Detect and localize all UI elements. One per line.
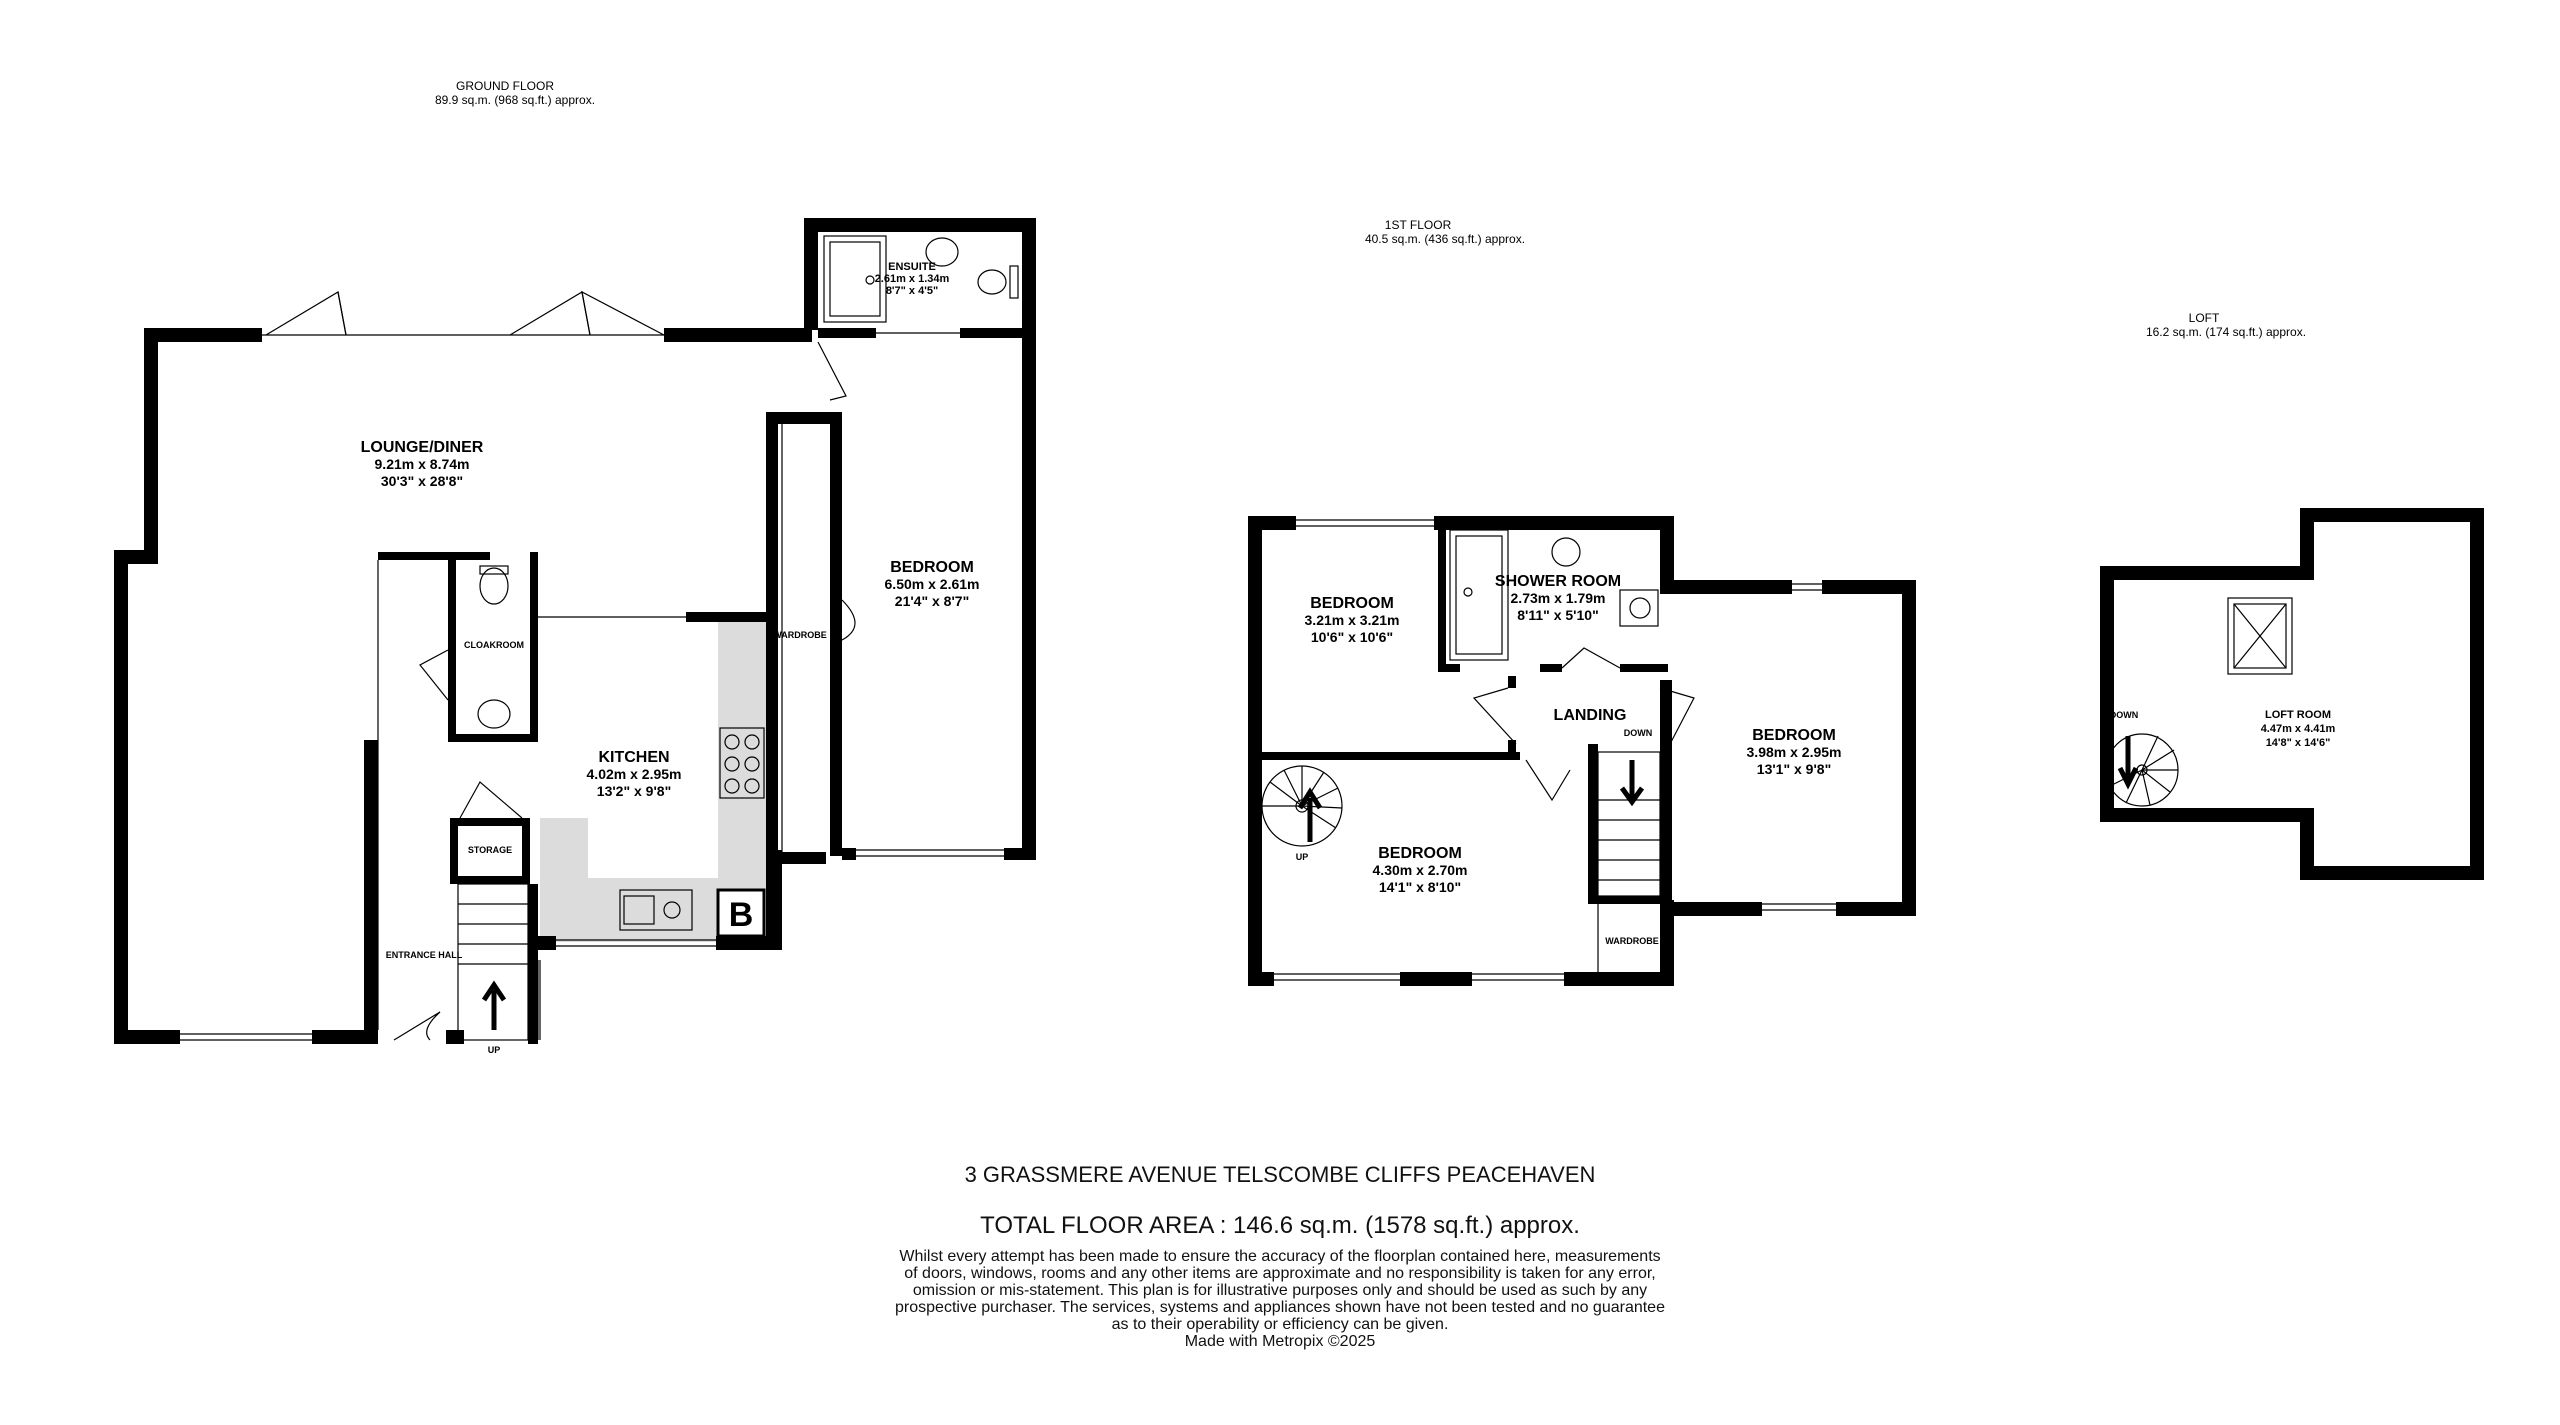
- credit: Made with Metropix ©2025: [1184, 1333, 1376, 1350]
- wall: [686, 612, 774, 622]
- wall: [664, 328, 812, 342]
- wall: [842, 848, 856, 860]
- loft-room-metric: 4.47m x 4.41m: [2260, 723, 2336, 735]
- ensuite-door: [818, 342, 846, 400]
- toilet-icon: [1552, 538, 1580, 566]
- wall: [114, 550, 128, 1044]
- wall: [766, 850, 782, 946]
- wall: [818, 328, 876, 338]
- wall: [1902, 580, 1916, 916]
- first-floor-wardrobe-label: WARDROBE: [1605, 936, 1659, 946]
- ground-bedroom-metric: 6.50m x 2.61m: [884, 576, 980, 592]
- cloakroom-door: [420, 650, 448, 700]
- loft-title: LOFT: [2188, 311, 2220, 325]
- room-labels: [361, 261, 2336, 895]
- bifold-doors: [262, 292, 664, 335]
- shower-bath-icon: [1450, 530, 1508, 660]
- wall: [1620, 664, 1668, 672]
- landing-door: [1474, 688, 1516, 744]
- wall: [1248, 752, 1520, 760]
- storage-label: STORAGE: [467, 845, 513, 855]
- entrance-door: [394, 1012, 440, 1040]
- wardrobe-label: WARDROBE: [773, 630, 827, 640]
- lounge-name: LOUNGE/DINER: [360, 439, 484, 456]
- bedroom-b-imperial: 13'1" x 9'8": [1756, 761, 1832, 777]
- first-floor-title: 1ST FLOOR: [1384, 218, 1452, 232]
- basin-icon: [478, 700, 510, 728]
- wall: [2300, 866, 2484, 880]
- up-label: UP: [487, 1045, 501, 1055]
- kitchen-imperial: 13'2" x 9'8": [596, 783, 672, 799]
- disclaimer-line: as to their operability or efficiency can be given.: [1111, 1316, 1449, 1333]
- wall: [2300, 508, 2314, 572]
- toilet-icon: [978, 270, 1006, 294]
- bedroom-c-name: BEDROOM: [1378, 845, 1462, 862]
- wall: [450, 876, 530, 884]
- wall: [538, 936, 556, 950]
- up-label: UP: [1295, 852, 1309, 862]
- wall: [448, 552, 456, 742]
- toilet-icon: [1010, 266, 1018, 298]
- loft-area: 16.2 sq.m. (174 sq.ft.) approx.: [2145, 325, 2307, 339]
- shower-room-name: SHOWER ROOM: [1494, 573, 1622, 590]
- bedroom-door: [1526, 760, 1570, 800]
- wall: [144, 328, 262, 342]
- wall: [448, 734, 538, 742]
- loft-spiral-stair-icon: [2106, 734, 2178, 806]
- lounge-metric: 9.21m x 8.74m: [374, 456, 470, 472]
- wall: [1660, 680, 1672, 910]
- bedroom-c-metric: 4.30m x 2.70m: [1372, 862, 1468, 878]
- wall: [1660, 580, 1792, 594]
- wall: [1588, 896, 1662, 904]
- wall: [804, 218, 1036, 232]
- roof-window-icon: [2228, 598, 2292, 674]
- wall: [1670, 902, 1762, 916]
- wall: [2300, 508, 2484, 522]
- wall: [446, 1030, 464, 1044]
- kitchen-metric: 4.02m x 2.95m: [586, 766, 682, 782]
- ground-bedroom-imperial: 21'4" x 8'7": [894, 593, 970, 609]
- wall: [450, 818, 530, 826]
- wall: [960, 328, 1022, 338]
- wall: [1022, 218, 1036, 860]
- wall: [1588, 744, 1598, 904]
- disclaimer-line: prospective purchaser. The services, systems and appliances shown have not been tested and no guarantee: [895, 1299, 1665, 1316]
- wall: [1660, 900, 1674, 986]
- basin-icon: [1620, 590, 1658, 626]
- basin-icon: [1630, 598, 1650, 618]
- bedroom-a-imperial: 10'6" x 10'6": [1310, 629, 1394, 645]
- drain-icon: [866, 276, 874, 284]
- bedroom-b-name: BEDROOM: [1752, 727, 1836, 744]
- ensuite-imperial: 8'7" x 4'5": [885, 285, 939, 297]
- bedroom-a-name: BEDROOM: [1310, 595, 1394, 612]
- first-floor-stairs: [1598, 752, 1660, 896]
- kitchen-name: KITCHEN: [598, 749, 670, 766]
- loft-down-label: DOWN: [2109, 710, 2139, 720]
- bedroom-b-metric: 3.98m x 2.95m: [1746, 744, 1842, 760]
- wall: [530, 1030, 538, 1044]
- down-arrow-icon: [1622, 760, 1642, 802]
- cloakroom-label: CLOAKROOM: [464, 640, 524, 650]
- kitchen-worktop-left: [540, 818, 588, 888]
- landing-label: LANDING: [1553, 707, 1627, 724]
- ground-floor-area: 89.9 sq.m. (968 sq.ft.) approx.: [434, 93, 596, 107]
- wall: [1540, 664, 1562, 672]
- ground-bedroom-name: BEDROOM: [890, 559, 974, 576]
- wall: [1400, 972, 1472, 986]
- wall: [1248, 972, 1274, 986]
- wall: [1004, 848, 1036, 860]
- ensuite-metric: 2.61m x 1.34m: [874, 273, 950, 285]
- wall: [804, 218, 818, 330]
- up-arrow-icon: [484, 985, 504, 1030]
- loft-plan: [2100, 311, 2484, 880]
- wall: [144, 328, 158, 550]
- bedroom-a-metric: 3.21m x 3.21m: [1304, 612, 1400, 628]
- wall: [2100, 808, 2314, 822]
- ground-floor-stairs: [458, 884, 540, 1044]
- ground-floor-title: GROUND FLOOR: [455, 79, 555, 93]
- property-address: 3 GRASSMERE AVENUE TELSCOMBE CLIFFS PEACEHAVEN: [964, 1162, 1596, 1187]
- wall: [1438, 522, 1446, 670]
- loft-room-imperial: 14'8" x 14'6": [2265, 737, 2331, 749]
- wall: [1248, 516, 1262, 986]
- ensuite-name: ENSUITE: [888, 261, 936, 273]
- disclaimer: [0, 1248, 2560, 1350]
- wall: [364, 740, 378, 1044]
- total-floor-area: TOTAL FLOOR AREA : 146.6 sq.m. (1578 sq.ft.) approx.: [980, 1212, 1580, 1239]
- shower-room-metric: 2.73m x 1.79m: [1510, 590, 1606, 606]
- loft-room-name: LOFT ROOM: [2265, 709, 2331, 721]
- wall: [312, 1030, 368, 1044]
- wall: [1822, 580, 1916, 594]
- wall: [114, 1030, 180, 1044]
- wall: [830, 412, 842, 856]
- disclaimer-line: Whilst every attempt has been made to ensure the accuracy of the floorplan contained here, measurements: [899, 1248, 1661, 1265]
- bedroom-door: [842, 600, 855, 640]
- wall: [1660, 516, 1674, 584]
- wall: [2100, 566, 2114, 822]
- disclaimer-line: omission or mis-statement. This plan is for illustrative purposes only and should be used as such by any: [912, 1282, 1648, 1299]
- wall: [450, 818, 458, 882]
- spiral-stair-icon: [1262, 766, 1342, 846]
- wall: [1564, 972, 1674, 986]
- shower-tray-icon: [830, 242, 880, 316]
- wall: [2100, 566, 2314, 580]
- shower-room-imperial: 8'11" x 5'10": [1517, 607, 1599, 623]
- shower-bath-icon: [1456, 536, 1502, 654]
- wall: [2470, 508, 2484, 880]
- wall: [522, 818, 530, 884]
- entrance-hall-label: ENTRANCE HALL: [385, 950, 463, 960]
- first-floor-area: 40.5 sq.m. (436 sq.ft.) approx.: [1364, 232, 1526, 246]
- wall: [530, 552, 538, 742]
- shower-room-door: [1562, 648, 1620, 668]
- wall: [1434, 516, 1670, 530]
- down-label: DOWN: [1623, 728, 1653, 738]
- wall: [1508, 676, 1516, 688]
- wall: [1438, 664, 1460, 672]
- boiler-label: B: [728, 896, 754, 934]
- wall: [1836, 902, 1916, 916]
- drain-icon: [1464, 588, 1472, 596]
- storage-door: [460, 782, 522, 818]
- lounge-imperial: 30'3" x 28'8": [380, 473, 464, 489]
- bedroom-c-imperial: 14'1" x 8'10": [1378, 879, 1462, 895]
- disclaimer-line: of doors, windows, rooms and any other items are approximate and no responsibility is taken for any error,: [904, 1265, 1656, 1282]
